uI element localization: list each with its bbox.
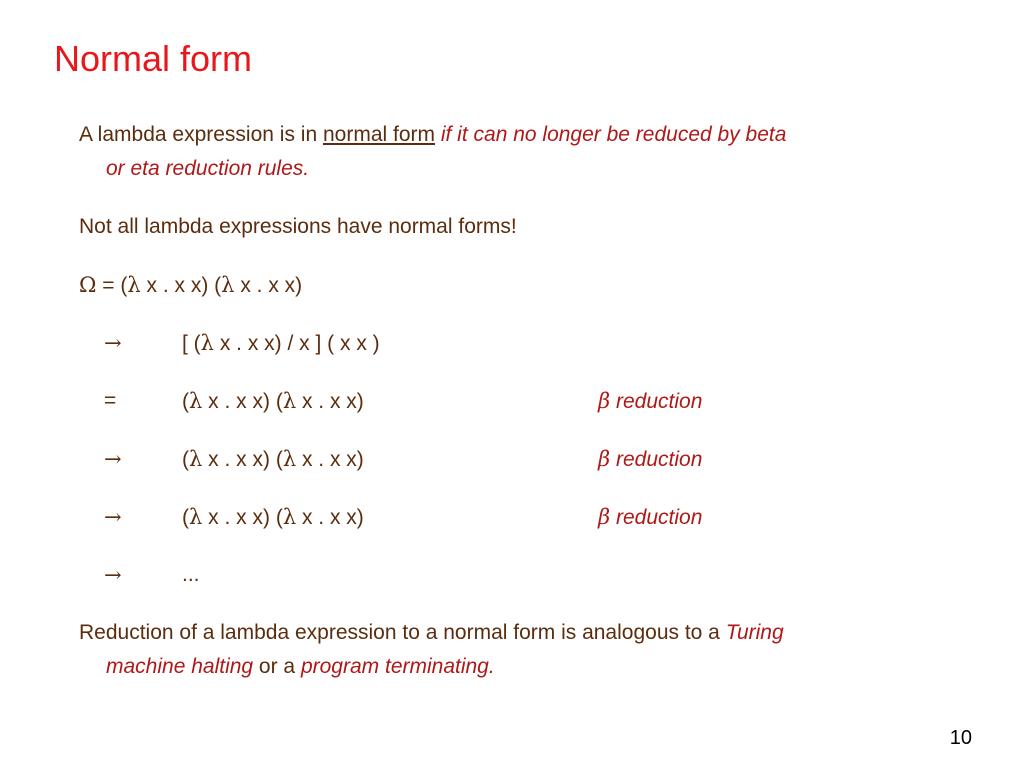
annotation-text: reduction [615, 448, 703, 471]
lambda-symbol: λ [282, 389, 297, 413]
expr-part: x . x x) ( [202, 390, 283, 413]
step-expression [182, 330, 380, 357]
analogy-line-1 [79, 620, 784, 646]
step-annotation [598, 504, 702, 531]
lambda-symbol: λ [221, 273, 235, 297]
step-expression [182, 504, 364, 531]
expr-part: x . x x) [296, 448, 364, 471]
omega-text-2: x . x x) ( [140, 274, 222, 297]
omega-symbol: Ω [79, 273, 97, 297]
definition-emphasis-1: if it can no longer be reduced by beta [440, 123, 787, 146]
expr-part: [ ( [182, 332, 201, 355]
beta-symbol: β [598, 447, 611, 471]
step-annotation [598, 446, 702, 473]
step-expression [182, 388, 364, 415]
lambda-symbol: λ [200, 331, 214, 355]
lambda-symbol: λ [282, 447, 297, 471]
expr-part: x . x x) / x ] ( x x ) [213, 332, 380, 355]
analogy-emphasis: Turing [725, 621, 784, 644]
analogy-emphasis: program terminating. [300, 655, 495, 678]
omega-text-3: x . x x) [234, 274, 303, 297]
normal-form-term: normal form [322, 123, 435, 146]
omega-text-1: = ( [96, 274, 128, 297]
definition-line-1 [79, 122, 786, 148]
expr-part: ( [182, 506, 189, 529]
expr-part: ( [182, 448, 189, 471]
expr-part: x . x x) [296, 390, 364, 413]
slide-title: Normal form [54, 38, 253, 79]
lambda-symbol: λ [282, 505, 297, 529]
step-operator: → [104, 505, 122, 529]
step-operator: → [104, 563, 122, 587]
lambda-symbol: λ [189, 505, 203, 529]
analogy-text: Reduction of a lambda expression to a normal form is analogous to a [79, 621, 726, 644]
analogy-emphasis: machine halting [106, 655, 254, 678]
beta-symbol: β [598, 505, 611, 529]
step-expression: ... [182, 563, 200, 586]
expr-part: x . x x) ( [202, 506, 283, 529]
analogy-line-2 [106, 654, 495, 680]
step-annotation [598, 388, 702, 415]
not-all-normal-forms: Not all lambda expressions have normal forms! [79, 215, 517, 238]
beta-symbol: β [598, 389, 611, 413]
step-expression [182, 446, 364, 473]
annotation-text: reduction [615, 506, 703, 529]
definition-line-2 [106, 156, 309, 182]
step-operator: → [104, 331, 122, 355]
expr-part: x . x x) ( [202, 448, 283, 471]
expr-part: ( [182, 390, 189, 413]
omega-definition [79, 272, 302, 299]
expr-part: x . x x) [296, 506, 364, 529]
lambda-symbol: λ [189, 447, 203, 471]
definition-prefix: A lambda expression is in [79, 123, 323, 146]
analogy-text: or a [253, 655, 301, 678]
definition-emphasis-2: or eta reduction rules. [106, 157, 310, 180]
page-number: 10 [949, 727, 972, 749]
lambda-symbol: λ [127, 273, 141, 297]
lambda-symbol: λ [189, 389, 203, 413]
annotation-text: reduction [615, 390, 703, 413]
step-operator: = [104, 389, 117, 412]
step-operator: → [104, 447, 122, 471]
